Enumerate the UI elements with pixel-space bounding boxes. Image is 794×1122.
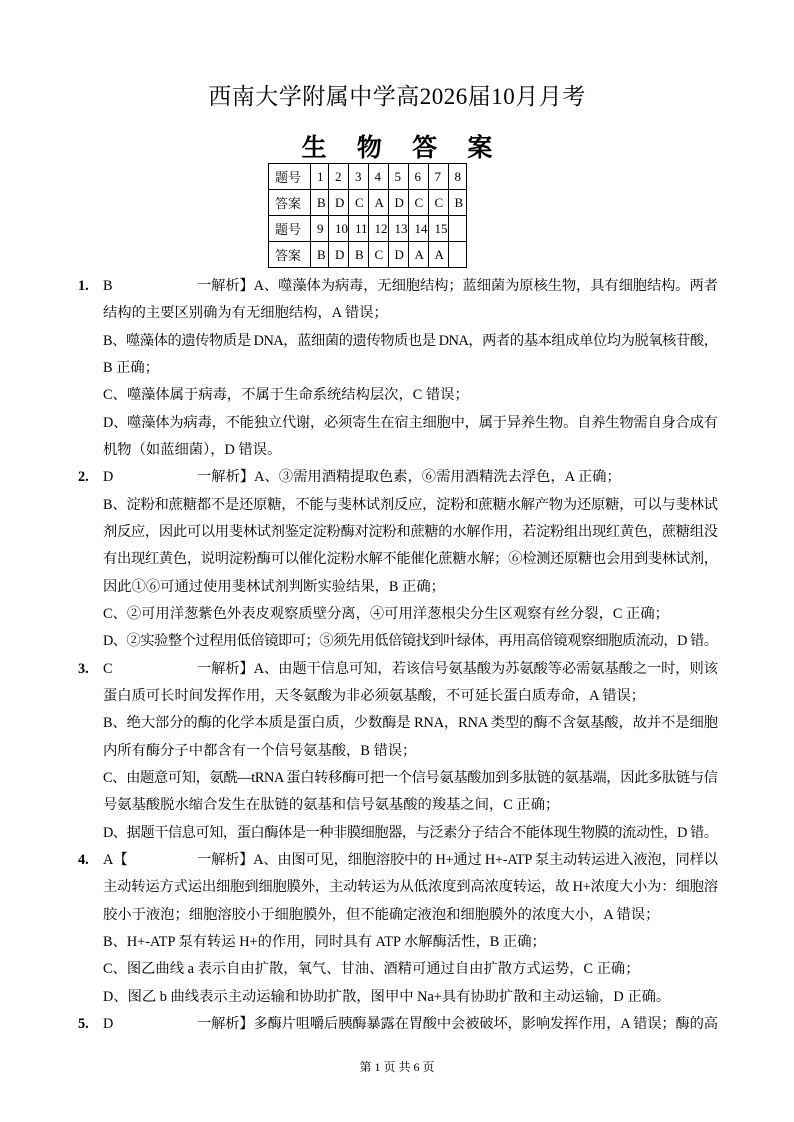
answer-letter: C — [103, 660, 113, 677]
answer-letter: D — [103, 469, 114, 486]
question-number: 2. — [78, 469, 89, 486]
page-footer: 第 1 页 共 6 页 — [359, 1060, 435, 1074]
answer-letter: B — [103, 278, 113, 294]
explanation-line: D、据题干信息可知，蛋白酶体是一种非膜细胞器，与泛素分子结合不能体现生物膜的流动性，D 错。 — [103, 824, 718, 841]
explanation-line: 一解析】多酶片咀嚼后胰酶暴露在胃酸中会被破坏，影响发挥作用，A 错误；酶的高 — [197, 1015, 718, 1032]
answer-table-row — [269, 190, 467, 216]
table-cell: 13 — [388, 216, 408, 242]
explanation-line: 一解析】A、③需用酒精提取色素，⑥需用酒精洗去浮色，A 正确； — [197, 469, 621, 486]
table-cell: 1 — [311, 164, 329, 190]
table-cell: 9 — [311, 216, 329, 242]
table-cell: 15 — [428, 216, 448, 242]
answer-letter: D — [103, 1015, 114, 1032]
table-cell: D — [329, 190, 349, 216]
table-cell: D — [388, 190, 408, 216]
table-cell — [448, 242, 466, 268]
explanation-line: B、淀粉和蔗糖都不是还原糖，不能与斐林试剂反应，淀粉和蔗糖水解产物为还原糖，可以与斐林试 — [103, 496, 718, 513]
explanation-line: 有出现红黄色，说明淀粉酶可以催化淀粉水解不能催化蔗糖水解；⑥检测还原糖也会用到斐林试剂， — [103, 551, 718, 568]
answer-table — [268, 163, 467, 268]
table-cell: 3 — [349, 164, 369, 190]
explanation-line: B、绝大部分的酶的化学本质是蛋白质，少数酶是 RNA，RNA 类型的酶不含氨基酸，故并不是细胞 — [103, 715, 718, 732]
table-cell: A — [428, 242, 448, 268]
explanation-line: 主动转运方式运出细胞到细胞膜外，主动转运为从低浓度到高浓度转运，故 H+浓度大小为：细胞溶 — [103, 879, 718, 896]
table-cell: B — [311, 190, 329, 216]
explanation-line: B、噬藻体的遗传物质是 DNA，蓝细菌的遗传物质也是 DNA，两者的基本组成单位均为脱氧核苷酸， — [103, 332, 718, 349]
table-cell: 11 — [349, 216, 369, 242]
explanation-line: 一解析】A、噬藻体为病毒，无细胞结构；蓝细菌为原核生物，具有细胞结构。两者 — [197, 278, 718, 294]
question-number: 5. — [78, 1015, 89, 1032]
explanation-line: 一解析】A、由题干信息可知，若该信号氨基酸为苏氨酸等必需氨基酸之一时，则该 — [197, 660, 718, 677]
question-number: 3. — [78, 660, 89, 677]
explanation-line: D、图乙 b 曲线表示主动运输和协助扩散，图甲中 Na+具有协助扩散和主动运输，D 正确。 — [103, 988, 671, 1005]
table-cell: C — [349, 190, 369, 216]
explanation-line: B 正确； — [103, 359, 160, 376]
row-header-cell: 答案 — [269, 190, 311, 216]
explanation-line: 因此①⑥可通过使用斐林试剂判断实验结果，B 正确； — [103, 578, 445, 595]
answer-table-row — [269, 216, 467, 242]
explanation-line: D、②实验整个过程用低倍镜即可；⑤须先用低倍镜找到叶绿体，再用高倍镜观察细胞质流动，D 错。 — [103, 633, 718, 650]
table-cell: 12 — [368, 216, 388, 242]
table-cell: A — [368, 190, 388, 216]
table-cell: A — [408, 242, 428, 268]
table-cell: C — [428, 190, 448, 216]
table-cell: 2 — [329, 164, 349, 190]
explanation-line: C、图乙曲线 a 表示自由扩散，氧气、甘油、酒精可通过自由扩散方式运势，C 正确； — [103, 961, 640, 978]
answer-table-row — [269, 164, 467, 190]
explanation-line: 剂反应，因此可以用斐林试剂鉴定淀粉酶对淀粉和蔗糖的水解作用，若淀粉组出现红黄色，蔗糖组没 — [103, 523, 718, 540]
explanation-line: 蛋白质可长时间发挥作用，天冬氨酸为非必须氨基酸，不可延长蛋白质寿命，A 错误； — [103, 687, 646, 704]
document-title: 西南大学附属中学高2026届10月月考 — [208, 84, 586, 109]
table-cell: B — [311, 242, 329, 268]
table-cell: C — [408, 190, 428, 216]
row-header-cell: 题号 — [269, 216, 311, 242]
table-cell: 7 — [428, 164, 448, 190]
table-cell: 4 — [368, 164, 388, 190]
explanation-line: C、由题意可知，氨酰—tRNA 蛋白转移酶可把一个信号氨基酸加到多肽链的氨基端，因此多肽链与信 — [103, 769, 718, 786]
answer-letter: A【 — [103, 851, 128, 868]
explanation-line: 一解析】A、由图可见，细胞溶胶中的 H+通过 H+-ATP 泵主动转运进入液泡，同样以 — [197, 851, 718, 868]
table-cell: 8 — [448, 164, 466, 190]
table-cell — [448, 216, 466, 242]
table-cell: B — [349, 242, 369, 268]
table-cell: D — [388, 242, 408, 268]
explanation-line: 号氨基酸脱水缩合发生在肽链的氨基和信号氨基酸的羧基之间，C 正确； — [103, 797, 560, 814]
explanation-line: 结构的主要区别确为有无细胞结构，A 错误； — [103, 305, 388, 322]
explanation-line: 胶小于液泡；细胞溶胶小于细胞膜外，但不能确定液泡和细胞膜外的浓度大小，A 错误； — [103, 906, 660, 923]
explanation-line: B、H+-ATP 泵有转运 H+的作用，同时具有 ATP 水解酶活性，B 正确； — [103, 933, 546, 950]
question-number: 4. — [78, 851, 89, 868]
explanations — [0, 273, 794, 1053]
answer-table-row — [269, 242, 467, 268]
row-header-cell: 题号 — [269, 164, 311, 190]
explanation-line: C、噬藻体属于病毒，不属于生命系统结构层次，C 错误； — [103, 387, 469, 404]
table-cell: 5 — [388, 164, 408, 190]
table-cell: 10 — [329, 216, 349, 242]
question-number: 1. — [78, 278, 89, 294]
table-cell: 6 — [408, 164, 428, 190]
table-cell: D — [329, 242, 349, 268]
table-cell: B — [448, 190, 466, 216]
explanation-line: 内所有酶分子中都含有一个信号氨基酸，B 错误； — [103, 742, 417, 759]
table-cell: C — [368, 242, 388, 268]
table-cell: 14 — [408, 216, 428, 242]
explanation-line: C、②可用洋葱紫色外表皮观察质壁分离，④可用洋葱根尖分生区观察有丝分裂，C 正确； — [103, 605, 669, 622]
document-subtitle: 生 物 答 案 — [301, 135, 505, 162]
row-header-cell: 答案 — [269, 242, 311, 268]
explanation-line: D、噬藻体为病毒，不能独立代谢，必须寄生在宿主细胞中，属于异养生物。自养生物需自身合成有 — [103, 414, 718, 431]
explanation-line: 机物（如蓝细菌），D 错误。 — [103, 441, 282, 458]
